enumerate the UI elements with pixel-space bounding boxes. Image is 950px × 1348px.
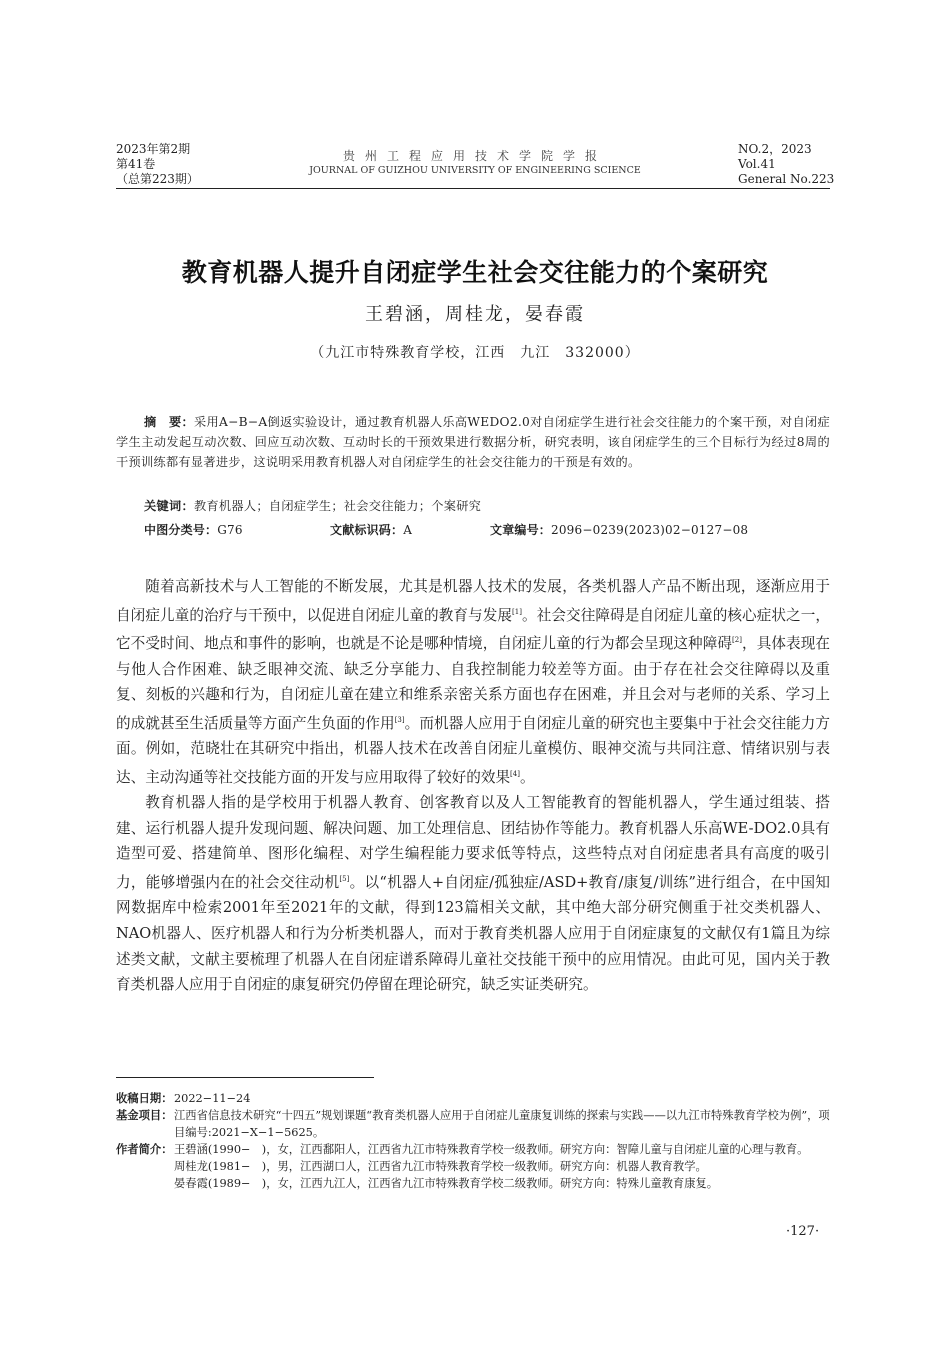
journal-name-cn: 贵州工程应用技术学院学报 xyxy=(342,149,607,163)
abstract xyxy=(116,412,830,472)
clc-value: G76 xyxy=(217,523,243,537)
fund-value: 江西省信息技术研究“十四五”规划课题“教育类机器人应用于自闭症儿童康复训练的探索与实践——以九江市特殊教育学校为例”，项目编号:2021−X−1−5625。 xyxy=(174,1109,830,1139)
text-run: 随着高新技术与人工智能的不断发展，尤其是机器人技术的发展，各类机器人产品不断出现，逐渐应用于自闭症儿童的治疗与干预中，以促进自闭症儿童的教育与发展 xyxy=(116,578,830,624)
page-number: ·127· xyxy=(786,1224,820,1239)
article-number-value: 2096−0239(2023)02−0127−08 xyxy=(551,523,749,537)
fund-project xyxy=(116,1107,836,1141)
fund-label: 基金项目： xyxy=(116,1109,173,1122)
citation-link[interactable]: [2] xyxy=(732,636,742,645)
issue-info-en xyxy=(738,142,834,187)
issue-year: 2023年第2期 xyxy=(116,142,191,156)
paper-title: 教育机器人提升自闭症学生社会交往能力的个案研究 xyxy=(181,258,769,287)
citation-link[interactable]: [4] xyxy=(510,769,520,778)
article-number-label: 文章编号： xyxy=(490,523,552,537)
author-bio-3: 晏春霞(1989− )，女，江西九江人，江西省九江市特殊教育学校二级教师。研究方向：特殊儿童教育康复。 xyxy=(174,1177,719,1190)
footnote-divider xyxy=(116,1077,374,1078)
body-paragraph xyxy=(116,574,830,790)
issue-info xyxy=(116,142,199,187)
citation-link[interactable]: [3] xyxy=(394,715,405,724)
document-code xyxy=(330,521,412,538)
author-bio-1: 王碧涵(1990− )，女，江西鄱阳人，江西省九江市特殊教育学校一级教师。研究方向：智障儿童与自闭症儿童的心理与教育。 xyxy=(174,1143,809,1156)
abstract-text: 采用A−B−A倒返实验设计，通过教育机器人乐高WEDO2.0对自闭症学生进行社会交往能力的个案干预，对自闭症学生主动发起互动次数、回应互动次数、互动时长的干预效果进行数据分析，研究表明，该自闭症学生的三个目标行为经过8周的干预训练都有显著进步，这说明采用教育机器人对自闭症学生的社会交往能力的干预是有效的。 xyxy=(116,415,831,469)
journal-name xyxy=(300,147,650,177)
clc-label: 中图分类号： xyxy=(144,523,218,537)
text-run: ，具体表现在与他人合作困难、缺乏眼神交流、缺乏分享能力、自我控制能力较差等方面。由于存在社会交往障碍以及重复、刻板的兴趣和行为，自闭症儿童在建立和维系亲密关系方面也存在困难，并且会对与老师的关系、学习上的成就甚至生活质量等方面产生负面的作用 xyxy=(116,634,830,732)
text-run: 。而机器人应用于自闭症儿童的研究也主要集中于社会交往能力方面。例如，范晓壮在其研究中指出，机器人技术在改善自闭症儿童模仿、眼神交流与共同注意、情绪识别与表达、主动沟通等社交技能方面的开发与应用取得了较好的效果 xyxy=(116,714,830,786)
issue-volume: 第41卷 xyxy=(116,157,156,171)
received-date xyxy=(116,1090,836,1107)
text-run: 。以“机器人+自闭症/孤独症/ASD+教育/康复/训练”进行组合，在中国知网数据库中检索2001年至2021年的文献，得到123篇相关文献，其中绝大部分研究侧重于社交类机器人、NAO机器人、医疗机器人和行为分析类机器人，而对于教育类机器人应用于自闭症康复的文献仅有1篇且为综述类文献，文献主要梳理了机器人在自闭症谱系障碍儿童社交技能干预中的应用情况。由此可见，国内关于教育类机器人应用于自闭症的康复研究仍停留在理论研究，缺乏实证类研究。 xyxy=(116,873,830,994)
clc-number xyxy=(144,521,243,538)
issue-number-en: NO.2，2023 xyxy=(738,142,812,156)
author-affiliation: （九江市特殊教育学校，江西 九江 332000） xyxy=(310,345,640,361)
issue-total: （总第223期） xyxy=(116,172,199,186)
author-bio xyxy=(116,1141,836,1158)
general-number-en: General No.223 xyxy=(738,172,835,186)
document-code-label: 文献标识码： xyxy=(330,523,404,537)
body-text xyxy=(116,574,830,998)
received-label: 收稿日期： xyxy=(116,1092,173,1105)
citation-link[interactable]: [5] xyxy=(339,874,350,883)
keywords-label: 关键词： xyxy=(144,499,194,513)
article-number xyxy=(490,521,748,538)
author-bio-2: 周桂龙(1981− )，男，江西湖口人，江西省九江市特殊教育学校一级教师。研究方向：机器人教育教学。 xyxy=(174,1160,707,1173)
author-bio-label: 作者简介： xyxy=(116,1143,173,1156)
text-run: 教育机器人指的是学校用于机器人教育、创客教育以及人工智能教育的智能机器人，学生通过组装、搭建、运行机器人提升发现问题、解决问题、加工处理信息、团结协作等能力。教育机器人乐高WE-DO2.0具有造型可爱、搭建简单、图形化编程、对学生编程能力要求低等特点，这些特点对自闭症患者具有高度的吸引力，能够增强内在的社会交往动机 xyxy=(116,794,830,891)
abstract-label: 摘 要： xyxy=(144,415,194,429)
footnotes xyxy=(116,1090,836,1192)
header-divider xyxy=(116,188,830,189)
document-code-value: A xyxy=(403,523,413,537)
volume-en: Vol.41 xyxy=(738,157,776,171)
paper-authors: 王碧涵，周桂龙，晏春霞 xyxy=(365,304,585,325)
citation-link[interactable]: [1] xyxy=(512,607,522,616)
received-value: 2022−11−24 xyxy=(174,1092,251,1105)
journal-name-en: JOURNAL OF GUIZHOU UNIVERSITY OF ENGINEERING SCIENCE xyxy=(309,165,641,176)
body-paragraph xyxy=(116,790,830,998)
text-run: 。社会交往障碍是自闭症儿童的核心症状之一，它不受时间、地点和事件的影响，也就是不论是哪种情境，自闭症儿童的行为都会呈现这种障碍 xyxy=(116,606,830,652)
keywords-text: 教育机器人；自闭症学生；社会交往能力；个案研究 xyxy=(193,499,482,513)
text-run: 。 xyxy=(519,768,535,786)
keywords xyxy=(144,497,834,514)
